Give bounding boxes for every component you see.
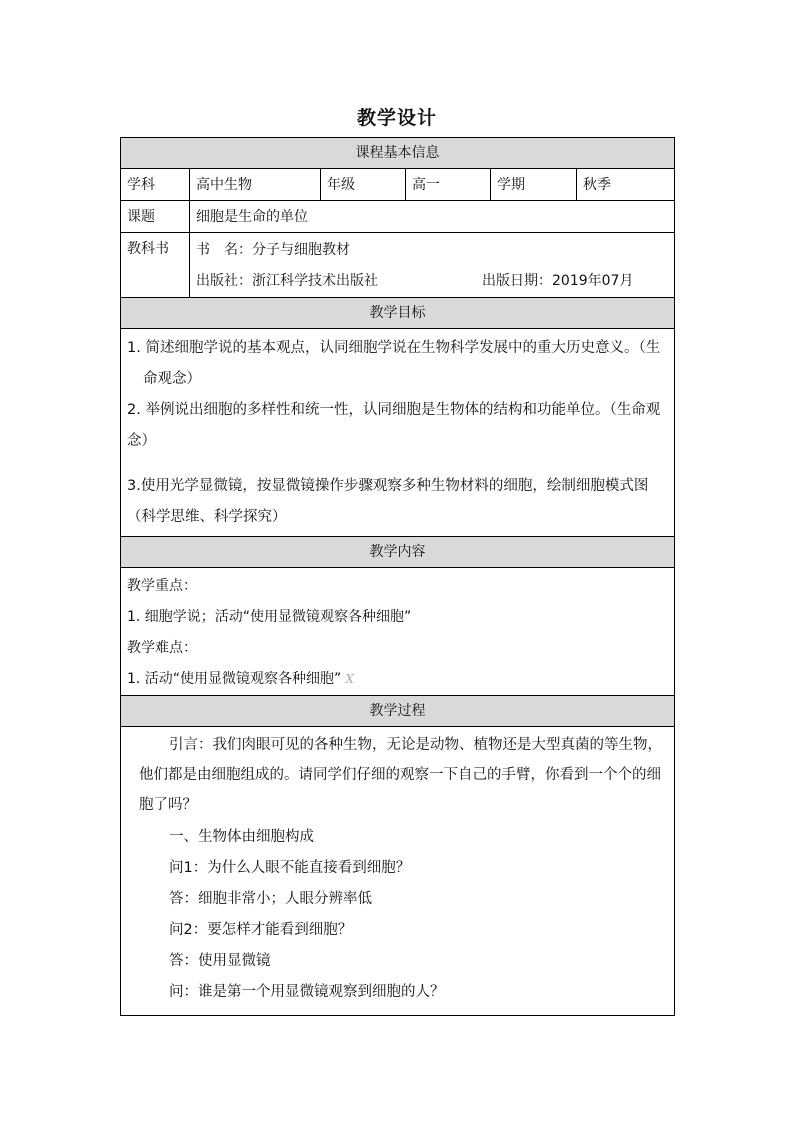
- process-body: [121, 727, 675, 1016]
- textbook-label: 教科书: [121, 233, 190, 298]
- grade-value: 高一: [406, 169, 491, 201]
- key-point-item: 1. 细胞学说；活动“使用显微镜观察各种细胞”: [127, 609, 412, 625]
- answer-2: 答：使用显微镜: [169, 953, 271, 969]
- publisher-line: [196, 266, 668, 297]
- goal-item-2: 2. 举例说出细胞的多样性和统一性，认同细胞是生物体的结构和功能单位。（生命观念）: [127, 402, 661, 449]
- textbook-info: [190, 233, 675, 298]
- publisher: 出版社：浙江科学技术出版社: [196, 273, 378, 289]
- goals-content: [121, 329, 675, 537]
- difficulty-item: 1. 活动“使用显微镜观察各种细胞”: [127, 671, 342, 687]
- subject-value: 高中生物: [190, 169, 321, 201]
- question-2: 问2：要怎样才能看到细胞？: [169, 922, 353, 938]
- process-intro: 引言：我们肉眼可见的各种生物，无论是动物、植物还是大型真菌的等生物，他们都是由细胞组成的。请同学们仔细的观察一下自己的手臂，你看到一个个的细胞了吗？: [139, 737, 662, 813]
- lesson-plan-table: [120, 137, 675, 1016]
- subject-label: 学科: [121, 169, 190, 201]
- goal-item-3: 3.使用光学显微镜，按显微镜操作步骤观察多种生物材料的细胞，绘制细胞模式图（科学思维、科学探究）: [127, 478, 649, 525]
- content-body: [121, 568, 675, 696]
- document-title: 教学设计: [356, 107, 437, 129]
- answer-1: 答：细胞非常小；人眼分辨率低: [169, 891, 372, 907]
- key-points-label: 教学重点：: [127, 578, 197, 594]
- edit-mark: X: [345, 672, 354, 686]
- goal-item-1: 1. 简述细胞学说的基本观点，认同细胞学说在生物科学发展中的重大历史意义。（生命观念）: [127, 340, 661, 387]
- section-process: 教学过程: [121, 696, 675, 727]
- question-3: 问：谁是第一个用显微镜观察到细胞的人？: [169, 984, 445, 1000]
- topic-label: 课题: [121, 201, 190, 233]
- section-basic-info: 课程基本信息: [121, 138, 675, 169]
- section-content: 教学内容: [121, 537, 675, 568]
- topic-value: 细胞是生命的单位: [190, 201, 675, 233]
- publication-date: 出版日期：2019年07月: [482, 273, 634, 289]
- textbook-name: 书 名：分子与细胞教材: [196, 242, 350, 258]
- term-value: 秋季: [577, 169, 675, 201]
- term-label: 学期: [491, 169, 577, 201]
- section-goals: 教学目标: [121, 298, 675, 329]
- difficulty-label: 教学难点：: [127, 640, 197, 656]
- difficulty-line: [127, 664, 668, 695]
- grade-label: 年级: [321, 169, 406, 201]
- process-section-1: 一、生物体由细胞构成: [169, 829, 314, 845]
- question-1: 问1：为什么人眼不能直接看到细胞？: [169, 860, 411, 876]
